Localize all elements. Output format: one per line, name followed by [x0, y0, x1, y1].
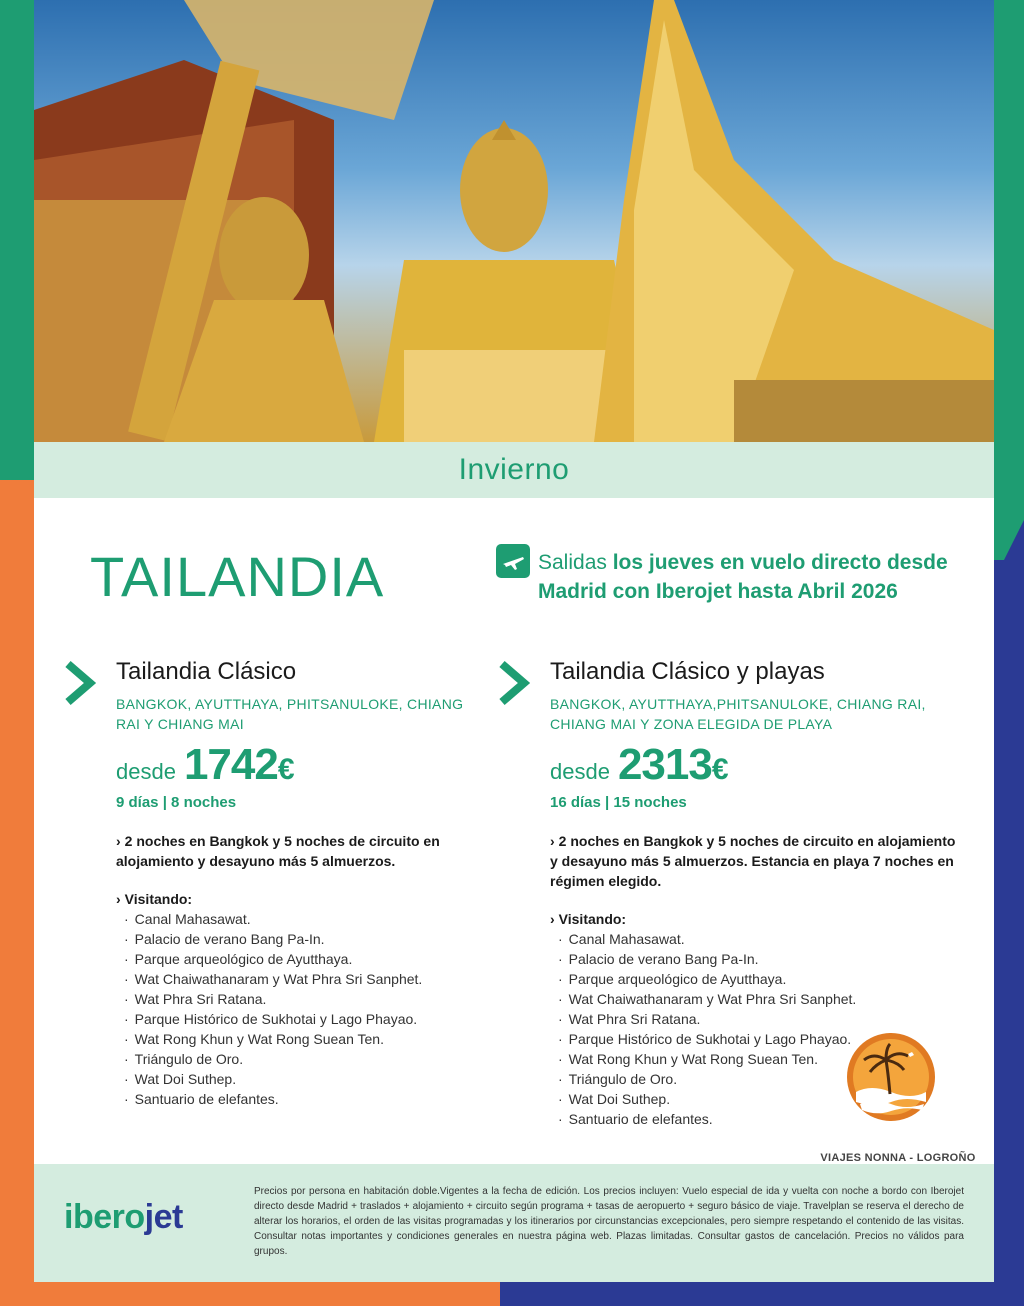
brand-part2: jet [144, 1198, 183, 1236]
program-name: Tailandia Clásico [116, 658, 297, 685]
list-item: · Santuario de elefantes. [558, 1111, 713, 1127]
price-prefix: desde [116, 759, 176, 784]
list-item: · Palacio de verano Bang Pa-In. [558, 951, 759, 967]
program-card-classic [62, 658, 482, 1109]
season-band [34, 442, 994, 498]
program-note-text: 2 noches en Bangkok y 5 noches de circuito en alojamiento y desayuno más 5 almuerzos. Estancia en playa 7 noches en régimen elegido. [550, 833, 956, 889]
departure-info [538, 548, 978, 606]
list-item: · Parque Histórico de Sukhotai y Lago Phayao. [124, 1011, 418, 1027]
brand-part1: ibero [64, 1198, 145, 1236]
list-item: · Wat Phra Sri Ratana. [124, 991, 267, 1007]
bullet-arrow: › [550, 911, 555, 927]
bullet-arrow: › [116, 891, 121, 907]
chevron-right-icon [496, 660, 530, 706]
bottom-blue-strip [500, 1282, 1024, 1306]
program-name: Tailandia Clásico y playas [550, 658, 825, 685]
right-blue-corner [994, 520, 1024, 580]
list-item: · Wat Doi Suthep. [124, 1071, 237, 1087]
list-item: · Canal Mahasawat. [558, 931, 685, 947]
price-currency: € [711, 753, 729, 786]
right-blue-panel [994, 560, 1024, 1306]
legal-disclaimer: Precios por persona en habitación doble.Vigentes a la fecha de edición. Los precios incluyen: Vuelo especial de ida y vuelta con noche a bordo con Iberojet directo desde Madrid + traslados + alojamiento + circuito según programa + tasas de aeropuerto + seguro básico de viaje. Travelplan se reserva el derecho de alterar los horarios, el orden de las visitas programadas y los itinerarios por circunstancias excepcionales, pero siempre respetando el contenido de las visitas. Consultar notas importantes y condiciones generales en nuestra página web. Plazas limitadas. Consultar gastos de cancelación. Precios no válidos para grupos. [254, 1186, 964, 1257]
iberojet-logo [64, 1198, 183, 1237]
program-cities: BANGKOK, AYUTTHAYA, PHITSANULOKE, CHIANG RAI Y CHIANG MAI [116, 696, 464, 732]
departure-highlight: los jueves en vuelo directo desde Madrid con Iberojet hasta Abril 2026 [538, 551, 948, 603]
departure-prefix: Salidas [538, 551, 613, 574]
program-note-text: 2 noches en Bangkok y 5 noches de circuito en alojamiento y desayuno más 5 almuerzos. [116, 833, 440, 869]
main-content [34, 498, 994, 1164]
program-note [116, 831, 482, 871]
list-item: · Wat Chaiwathanaram y Wat Phra Sri Sanphet. [124, 971, 423, 987]
price-prefix: desde [550, 759, 610, 784]
price-currency: € [277, 753, 295, 786]
list-item: · Santuario de elefantes. [124, 1091, 279, 1107]
list-item: · Parque Histórico de Sukhotai y Lago Phayao. [558, 1031, 852, 1047]
list-item: · Palacio de verano Bang Pa-In. [124, 931, 325, 947]
list-item: · Parque arqueológico de Ayutthaya. [124, 951, 353, 967]
season-label: Invierno [458, 453, 570, 486]
program-duration: 9 días | 8 noches [116, 794, 237, 811]
bullet-arrow: › [116, 833, 121, 849]
list-item: · Wat Rong Khun y Wat Rong Suean Ten. [124, 1031, 384, 1047]
list-item: · Triángulo de Oro. [558, 1071, 678, 1087]
right-green-panel [994, 0, 1024, 600]
visits-heading [116, 891, 482, 907]
price-value: 1742 [183, 740, 278, 789]
bullet-arrow: › [550, 833, 555, 849]
visits-heading-text: Visitando: [558, 911, 627, 927]
list-item: · Parque arqueológico de Ayutthaya. [558, 971, 787, 987]
program-note [550, 831, 966, 891]
chevron-right-icon [62, 660, 96, 706]
list-item: · Wat Doi Suthep. [558, 1091, 671, 1107]
list-item: · Triángulo de Oro. [124, 1051, 244, 1067]
temple-illustration [34, 0, 994, 442]
price-value: 2313 [617, 740, 712, 789]
visits-list [116, 909, 482, 1109]
left-orange-panel [0, 480, 34, 1306]
hero-photo-temple [34, 0, 994, 442]
list-item: · Canal Mahasawat. [124, 911, 251, 927]
list-item: · Wat Rong Khun y Wat Rong Suean Ten. [558, 1051, 818, 1067]
program-duration: 16 días | 15 noches [550, 794, 687, 811]
left-green-panel [0, 0, 34, 500]
bottom-orange-strip [0, 1282, 520, 1306]
agency-name: VIAJES NONNA - LOGROÑO [820, 1152, 976, 1164]
price-row [550, 740, 966, 790]
visits-heading-text: Visitando: [124, 891, 193, 907]
footer [34, 1164, 994, 1282]
visits-heading [550, 911, 966, 927]
list-item: · Wat Chaiwathanaram y Wat Phra Sri Sanphet. [558, 991, 857, 1007]
program-cities: BANGKOK, AYUTTHAYA,PHITSANULOKE, CHIANG RAI, CHIANG MAI Y ZONA ELEGIDA DE PLAYA [550, 696, 926, 732]
price-row [116, 740, 482, 790]
airplane-icon [496, 544, 530, 578]
palm-tree-sunset-icon [846, 1032, 936, 1122]
destination-title: TAILANDIA [90, 545, 385, 608]
list-item: · Wat Phra Sri Ratana. [558, 1011, 701, 1027]
